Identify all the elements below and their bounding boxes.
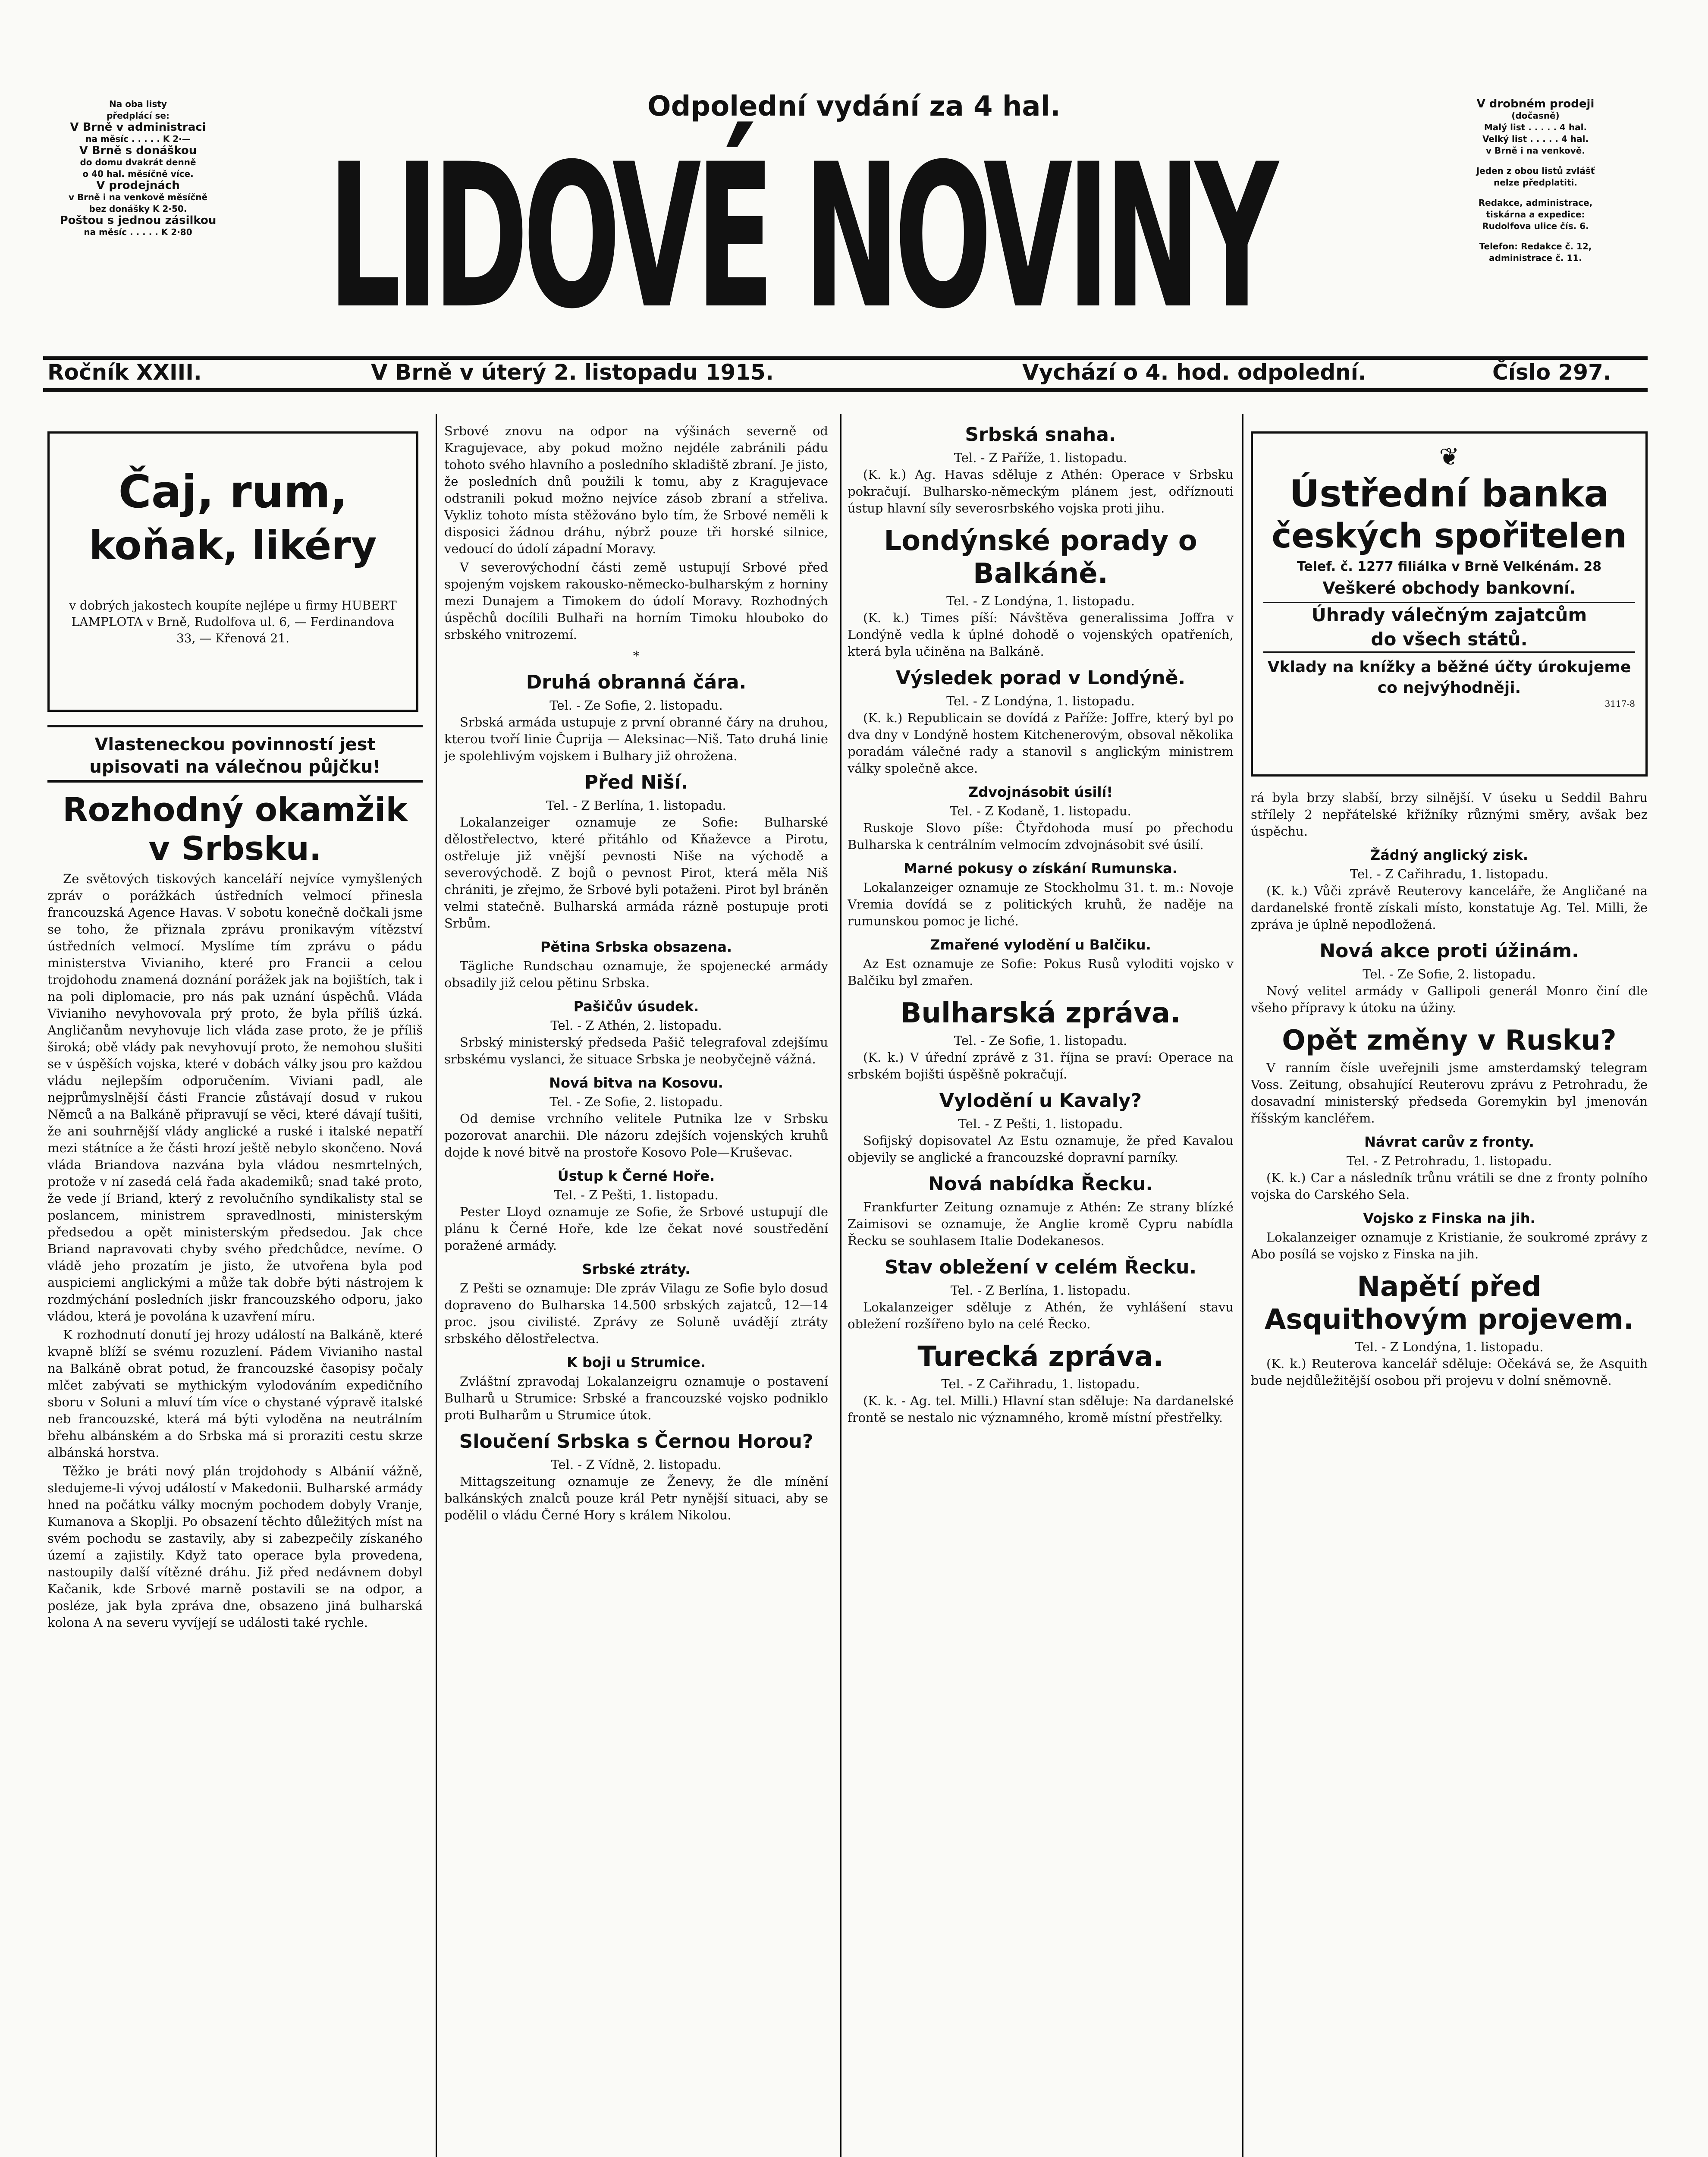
- right-box-line: Malý list . . . . . 4 hal.: [1484, 122, 1587, 132]
- right-box-line: nelze předplatiti.: [1494, 177, 1577, 188]
- article-body: [848, 956, 1234, 989]
- dateline: Tel. - Z Pešti, 1. listopadu.: [554, 1188, 719, 1202]
- bank-transfers: do všech států.: [1263, 627, 1635, 653]
- article-body: [1251, 789, 1648, 840]
- paragraph: V severovýchodní části země ustupují Srbové před spojeným vojskem rakousko-německo-bulharským z horniny mezi Dunajem a Timokem do údolí Moravy. Rozhodných úspěchů docílili Bulhaři na horním Timoku hlouboko do srbského vnitrozemí.: [444, 560, 828, 642]
- article-body: [848, 466, 1234, 517]
- bank-services: Veškeré obchody bankovní.: [1322, 579, 1576, 597]
- paragraph: Těžko je bráti nový plán trojdohody s Albánií vážně, sledujeme-li vývoj událostí v Makedonii. Bulharské armády hned na počátku války mocným pochodem dobyly Vranje, Kumanova a Skoplji. Po obsazení těchto důležitých míst na svém pochodu se zastavily, aby si zabezpečily získaného území a zajistily. Když tato operace byla provedena, nastoupily další vítězné dráhu. Již před nedávnem dobyl Kačanik, kde Srbové marně postavili se na odpor, a posléze, jak byla zpráva dne, obsazeno jiná bulharská kolona A na severu vyvíjejí se události také rychle.: [47, 1464, 423, 1630]
- headline-nova-nabidka-recku: Nová nabídka Řecku.: [928, 1173, 1153, 1195]
- right-box-line: (dočasně): [1511, 110, 1560, 121]
- edition-line: Odpolední vydání za 4 hal.: [647, 91, 1061, 123]
- article-body: [1251, 1355, 1648, 1389]
- paragraph: (K. k.) Car a následník trůnu vrátili se dne z fronty polního vojska do Carského Sela.: [1251, 1170, 1648, 1202]
- article-body: [848, 1393, 1234, 1426]
- headline-vysledek-porad: Výsledek porad v Londýně.: [895, 667, 1186, 689]
- tea-advert-title: Čaj, rum,: [118, 465, 348, 518]
- right-price-box: [1423, 98, 1648, 323]
- article-body: [444, 1473, 828, 1524]
- dateline: Tel. - Z Cařihradu, 1. listopadu.: [1350, 867, 1549, 881]
- article-body: [444, 423, 828, 643]
- article-body: [848, 1199, 1234, 1249]
- headline-pred-nisi: Před Niší.: [584, 771, 688, 793]
- bottom-rule: [43, 388, 1648, 392]
- paragraph: Srbové znovu na odpor na výšinách severně od Kragujevace, aby pokud možno nejdéle zabránili pádu tohoto svého hlavního a posledního skladiště zbraní. Je jisto, že posledních dnů použili k tomu, aby z Kragujevace odstranili pokud možno nejvíce zásob zbraní a střeliva. Vykliz tohoto místa stěžováno bylo tím, že Srbové neměli k disposici žádnou dráhu, nýbrž pouze tři horské silnice, vedoucí do údolí západní Moravy.: [444, 424, 828, 556]
- dateline: Tel. - Ze Sofie, 1. listopadu.: [954, 1033, 1127, 1048]
- paragraph: Z Pešti se oznamuje: Dle zpráv Vilagu ze Sofie bylo dosud dopraveno do Bulharska 14.500 srbských zajatců, 12—14 proc. jsou civilisté. Zprávy ze Soluně uvádějí ztráty srbského dělostřelectva.: [444, 1281, 828, 1346]
- column-divider: [840, 414, 841, 2157]
- headline-srbske-ztraty: Srbské ztráty.: [582, 1261, 691, 1277]
- bank-advert: [1251, 431, 1648, 777]
- dateline: Tel. - Z Vídně, 2. listopadu.: [551, 1457, 722, 1472]
- war-loan-appeal: Vlasteneckou povinností jest upisovati na válečnou půjčku!: [89, 735, 381, 777]
- right-box-line: v Brně i na venkově.: [1486, 145, 1585, 156]
- headline-navrat-caruv: Návrat carův z fronty.: [1364, 1134, 1534, 1150]
- headline-marne-pokusy: Marné pokusy o získání Rumunska.: [904, 860, 1177, 877]
- paragraph: Zvláštní zpravodaj Lokalanzeigru oznamuje o postavení Bulharů u Strumice: Srbské a francouzské vojsko podniklo proti Bulharům u Strumice útok.: [444, 1374, 828, 1422]
- paragraph: Od demise vrchního velitele Putnika lze v Srbsku pozorovat anarchii. Dle názoru zdejších vojenských kruhů dojde k nové bitvě na prostoře Kosovo Pole—Kruševac.: [444, 1111, 828, 1160]
- left-box-line: bez donášky K 2·50.: [89, 204, 187, 214]
- left-box-line: V Brně s donáškou: [79, 144, 197, 157]
- paragraph: (K. k. - Ag. tel. Milli.) Hlavní stan sděluje: Na dardanelské frontě se nestalo nic významného, kromě místní přestřelky.: [848, 1393, 1234, 1425]
- left-box-line: o 40 hal. měsíčně více.: [82, 169, 194, 179]
- left-box-line: Poštou s jednou zásilkou: [60, 214, 217, 227]
- article-body: [444, 958, 828, 991]
- headline-nova-bitva-kosovo: Nová bitva na Kosovu.: [549, 1075, 723, 1091]
- issue-number: Číslo 297.: [1492, 360, 1611, 385]
- right-box-line: Rudolfova ulice čís. 6.: [1482, 221, 1589, 231]
- article-body: [1251, 1060, 1648, 1127]
- paragraph: Lokalanzeiger sděluje z Athén, že vyhlášení stavu obležení rozšířeno bylo na celé Řecko.: [848, 1300, 1234, 1331]
- article-body: [848, 710, 1234, 777]
- dateline: Tel. - Z Pešti, 1. listopadu.: [958, 1116, 1123, 1131]
- article-body: [444, 814, 828, 932]
- article-body: [1251, 983, 1648, 1016]
- headline-nova-akce-uzinam: Nová akce proti úžinám.: [1319, 940, 1579, 962]
- left-box-line: předplácí se:: [107, 110, 170, 121]
- dateline: Tel. - Z Petrohradu, 1. listopadu.: [1347, 1154, 1552, 1168]
- headline-rozhodny-okamzik: Rozhodný okamžik v Srbsku.: [63, 790, 408, 868]
- column-1: [47, 725, 423, 2157]
- tea-advert-text: v dobrých jakostech koupíte nejlépe u firmy HUBERT LAMPLOTA v Brně, Rudolfova ul. 6, — Ferdinandova 33, — Křenová 21.: [69, 598, 397, 645]
- article-body: [47, 871, 423, 1631]
- bank-deposits: Vklady na knížky a běžné účty úrokujeme co nejvýhodněji.: [1267, 658, 1631, 697]
- paragraph: Sofijský dopisovatel Az Estu oznamuje, že před Kavalou objevily se anglické a francouzské dopravní parníky.: [848, 1133, 1234, 1165]
- headline-pasicuv-usudek: Pašičův úsudek.: [573, 998, 699, 1015]
- paragraph: (K. k.) Ag. Havas sděluje z Athén: Operace v Srbsku pokračují. Bulharsko-německým plánem jest, odříznouti ústup hlavní síly severosrbského vojska proti jihu.: [848, 467, 1234, 516]
- right-box-line: administrace č. 11.: [1489, 253, 1582, 263]
- headline-petina-srbska: Pětina Srbska obsazena.: [540, 939, 732, 955]
- paragraph: (K. k.) Republicain se dovídá z Paříže: Joffre, který byl po dva dny v Londýně hostem Kitchenerovým, obsoval několika poradám válečné rady a stanovil s anglickým ministrem války společně akce.: [848, 711, 1234, 776]
- left-box-line: v Brně i na venkově měsíčně: [68, 192, 208, 202]
- article-body: [848, 1049, 1234, 1083]
- paragraph: Ze světových tiskových kanceláří nejvíce vymyšlených zpráv o porážkách ústředních velmocí přinesla francouzská Agence Havas. V sobotu konečně dočkali jsme se toho, že přiznala zprávu pronikavým vítězství ústředních velmocí. Myslíme tím zprávu o pádu ministerstva Vivianiho, které pro Francii a celou trojdohodu znamená doznání porážek jak na bojištích, tak i na poli diplomacie, pro nás pak uznání úspěchů. Vláda Vivianiho nevyhovovala prý proto, že byla příliš úzká. Angličanům nevyhovuje lich vláda zase proto, že je příliš široká; obě vlády pak nevyhovují proto, že nemohou slušiti se v úspěších vojska, které v dobách války jsou pro každou vládu nejlepším odporučením. Viviani padl, ale nejprůmyslnější části Francie zůstávají dosud v rukou Němců a na Balkáně připravují se věci, které dávají tušiti, že ani souhrnější vlády anglické a ruské i italské nepatří mezi státníce a že části hrozí ještě nebylo skončeno. Nová vláda Briandova nazvána byla vládou nesmrtelných, protože v ní zasedá celá řada akademiků; snad také proto, že vede jí Briand, který z revolučního syndikalisty stal se poslancem, ministrem spravedlnosti, ministerským předsedou a opět ministerským předsedou. Jak chce Briand napravovati chyby svého předchůdce, nevíme. O vládě jeho prozatím je jisto, že utvořena byla pod auspiciemi anglickými a může tak dobře býti nástrojem k rozdmýchání posledních jiskr francouzského odporu, jako vládou, která je povolána k uzavření míru.: [47, 871, 423, 1324]
- rule: [47, 780, 423, 783]
- bank-telephone: Telef. č. 1277 filiálka v Brně Velkénám. 28: [1297, 559, 1602, 574]
- paragraph: Lokalanzeiger oznamuje ze Stockholmu 31. t. m.: Novoje Vremia dovídá se z politických kruhů, že naděje na rumunskou pomoc je liché.: [848, 880, 1234, 928]
- paragraph: Ruskoje Slovo píše: Čtyřdohoda musí po přechodu Bulharska k centrálním velmocím zdvojnásobit své úsilí.: [848, 821, 1234, 852]
- left-box-line: V prodejnách: [96, 179, 180, 192]
- dateline: Tel. - Z Berlína, 1. listopadu.: [546, 798, 726, 813]
- article-body: [848, 610, 1234, 660]
- paragraph: Az Est oznamuje ze Sofie: Pokus Rusů vyloditi vojsko v Balčiku byl zmařen.: [848, 956, 1234, 988]
- rule: [47, 725, 423, 727]
- left-box-line: V Brně v administraci: [70, 121, 206, 134]
- paragraph: Tägliche Rundschau oznamuje, že spojenecké armády obsadily již celou pětinu Srbska.: [444, 959, 828, 990]
- article-body: [444, 714, 828, 764]
- headline-zmarene-vylodeni: Zmařené vylodění u Balčiku.: [930, 937, 1151, 953]
- right-box-line: Telefon: Redakce č. 12,: [1479, 241, 1592, 252]
- dateline: Tel. - Z Londýna, 1. listopadu.: [946, 694, 1135, 708]
- dateline: Tel. - Z Londýna, 1. listopadu.: [1355, 1339, 1544, 1354]
- headline-druha-obranna-cara: Druhá obranná čára.: [526, 671, 747, 693]
- headline-stav-obležení: Stav obležení v celém Řecku.: [884, 1256, 1197, 1278]
- headline-turecka-zprava: Turecká zpráva.: [917, 1341, 1164, 1373]
- right-box-line: Redakce, administrace,: [1478, 198, 1593, 208]
- column-divider: [1242, 414, 1243, 2157]
- bank-title: Ústřední banka: [1289, 472, 1609, 516]
- headline-vylodeni-kavaly: Vylodění u Kavaly?: [939, 1090, 1142, 1112]
- dateline: Tel. - Ze Sofie, 2. listopadu.: [549, 698, 723, 713]
- dateline: Tel. - Z Londýna, 1. listopadu.: [946, 594, 1135, 608]
- dateline: Tel. - Z Berlína, 1. listopadu.: [950, 1283, 1131, 1298]
- tea-advert: [47, 431, 418, 712]
- headline-ustup-cerna-hora: Ústup k Černé Hoře.: [557, 1168, 715, 1184]
- date-label: V Brně v úterý 2. listopadu 1915.: [371, 360, 774, 385]
- right-box-line: Velký list . . . . . 4 hal.: [1482, 134, 1589, 144]
- dateline: Tel. - Ze Sofie, 2. listopadu.: [549, 1094, 723, 1109]
- tea-advert-title: koňak, likéry: [89, 522, 377, 569]
- article-body: [444, 1373, 828, 1424]
- paragraph: rá byla brzy slabší, brzy silnější. V úseku u Seddil Bahru střílely 2 nepřátelské křižníky různými směry, avšak bez úspěchu.: [1251, 790, 1648, 839]
- headline-boj-strumice: K boji u Strumice.: [567, 1354, 706, 1371]
- column-2: [444, 423, 828, 2157]
- issued-label: Vychází o 4. hod. odpolední.: [1022, 360, 1366, 385]
- paragraph: (K. k.) V úřední zprávě z 31. října se praví: Operace na srbském bojišti úspěšně pokračují.: [848, 1050, 1234, 1082]
- headline-vojsko-finska: Vojsko z Finska na jih.: [1363, 1210, 1535, 1226]
- paragraph: Srbský ministerský předseda Pašič telegrafoval zdejšímu srbskému vyslanci, že situace Srbska je neobyčejně vážná.: [444, 1035, 828, 1066]
- bank-logo-icon: ❦: [1439, 443, 1460, 471]
- separator-star: *: [633, 648, 640, 663]
- paragraph: (K. k.) Times píší: Návštěva generalissima Joffra v Londýně vedla k úplné dohodě o vojenských opatřeních, která byla učiněna na Balkáně.: [848, 610, 1234, 659]
- article-body: [848, 820, 1234, 853]
- paragraph: Mittagszeitung oznamuje ze Ženevy, že dle mínění balkánských znalců pouze král Petr nynější situaci, aby se podělil o vládu Černé Hory s králem Nikolou.: [444, 1474, 828, 1522]
- paragraph: Frankfurter Zeitung oznamuje z Athén: Ze strany blízké Zaimisovi se oznamuje, že Anglie kromě Cypru nabídla Řecku se souhlasem Italie Dodekanesos.: [848, 1200, 1234, 1248]
- column-4: [1251, 789, 1648, 2157]
- bank-title: českých spořitelen: [1272, 517, 1627, 556]
- article-body: [444, 1280, 828, 1347]
- top-rule: [43, 356, 1648, 360]
- article-body: [1251, 1170, 1648, 1203]
- article-body: [1251, 1229, 1648, 1263]
- headline-bulharska-zprava: Bulharská zpráva.: [900, 997, 1181, 1029]
- masthead-wrap: [328, 116, 1372, 358]
- dateline: Tel. - Ze Sofie, 2. listopadu.: [1363, 967, 1536, 981]
- dateline: Tel. - Z Athén, 2. listopadu.: [550, 1018, 722, 1033]
- headline-srbska-snaha: Srbská snaha.: [965, 424, 1116, 446]
- article-body: [1251, 883, 1648, 933]
- paragraph: K rozhodnutí donutí jej hrozy událostí na Balkáně, které kvapně blíží se svému rozuzlení. Pádem Vivianiho nastal na Balkáně obrat potud, že francouzské časopisy počaly mlčet zabývati se mythickým vylodováním expedičního sboru v Soluni a mluví tím více o chystané výpravě italské neb francouzské, která má býti vyloděna na neutrálním břehu albánském a do Srbska má si proraziti cestu skrze albánská horstva.: [47, 1327, 423, 1460]
- bank-code: 3117-8: [1604, 698, 1635, 709]
- paragraph: Lokalanzeiger oznamuje z Kristianie, že soukromé zprávy z Abo posílá se vojsko z Finska na jih.: [1251, 1230, 1648, 1261]
- right-box-line: Jeden z obou listů zvlášť: [1476, 166, 1595, 176]
- paragraph: Lokalanzeiger oznamuje ze Sofie: Bulharské dělostřelectvo, které přitáhlo od Kňaževce a Pirotu, ostřeluje již vnější pevnosti Niše na východě a severovýchodě. Z bojů o pevnost Pirot, která měla Niš chrániti, je zřejmo, že Srbové byli potaženi. Pirot byl bráněn velmi statečně. Bulharská armáda rázně postupuje proti Srbům.: [444, 815, 828, 931]
- column-divider: [436, 414, 437, 2157]
- article-body: [444, 1204, 828, 1254]
- paragraph: Nový velitel armády v Gallipoli generál Monro činí dle všeho přípravy k útoku na úžiny.: [1251, 984, 1648, 1015]
- dateline: Tel. - Z Cařihradu, 1. listopadu.: [941, 1377, 1140, 1391]
- bank-transfers: Úhrady válečným zajatcům: [1263, 602, 1635, 627]
- masthead-title: LIDOVÉ NOVINY: [328, 122, 1273, 352]
- left-subscription-box: [43, 98, 233, 323]
- paragraph: (K. k.) Reuterova kancelář sděluje: Očekává se, že Asquith bude nejdůležitější osobou při projevu v dolní sněmovně.: [1251, 1356, 1648, 1388]
- left-box-line: do domu dvakrát denně: [80, 157, 196, 167]
- article-body: [444, 1034, 828, 1068]
- left-box-line: na měsíc . . . . . K 2·—: [85, 134, 191, 144]
- paragraph: Srbská armáda ustupuje z první obranné čáry na druhou, kterou tvoří linie Čuprija — Aleksinac—Niš. Tato druhá linie je spolehlivým vojskem i Bulhary již ohrožena.: [444, 715, 828, 763]
- headline-slouceni-srbska: Sloučení Srbska s Černou Horou?: [459, 1431, 813, 1453]
- volume-label: Ročník XXIII.: [47, 360, 202, 385]
- headline-zdvojnasobit-usili: Zdvojnásobit úsilí!: [968, 784, 1113, 800]
- article-body: [848, 1299, 1234, 1333]
- article-body: [848, 1132, 1234, 1166]
- dateline: Tel. - Z Paříže, 1. listopadu.: [954, 450, 1127, 465]
- left-box-line: Na oba listy: [109, 99, 167, 109]
- headline-zadny-anglicky-zisk: Žádný anglický zisk.: [1370, 847, 1529, 863]
- left-box-line: na měsíc . . . . . K 2·80: [84, 227, 192, 237]
- paragraph: Pester Lloyd oznamuje ze Sofie, že Srbové ustupují dle plánu k Černé Hoře, kde lze čekat nové soustředění poražené armády.: [444, 1204, 828, 1253]
- right-box-line: V drobném prodeji: [1476, 97, 1595, 110]
- dateline: Tel. - Z Kodaně, 1. listopadu.: [950, 804, 1131, 818]
- paragraph: (K. k.) Vůči zprávě Reuterovy kanceláře, že Angličané na dardanelské frontě získali místo, konstatuje Ag. Tel. Milli, že zpráva je úplně nepodložená.: [1251, 884, 1648, 932]
- right-box-line: tiskárna a expedice:: [1486, 209, 1585, 220]
- column-3: [848, 423, 1234, 2157]
- headline-londynske-porady: Londýnské porady o Balkáně.: [884, 525, 1197, 590]
- headline-opet-zmeny-rusko: Opět změny v Rusku?: [1282, 1025, 1617, 1056]
- article-body: [444, 1110, 828, 1161]
- article-body: [848, 879, 1234, 930]
- headline-napeti-asquith: Napětí před Asquithovým projevem.: [1264, 1271, 1634, 1336]
- paragraph: V ranním čísle uveřejnili jsme amsterdamský telegram Voss. Zeitung, obsahující Reuterovu zprávu z Petrohradu, že dosavadní ministerský předseda Goremykin byl jmenován říšským kancléřem.: [1251, 1060, 1648, 1126]
